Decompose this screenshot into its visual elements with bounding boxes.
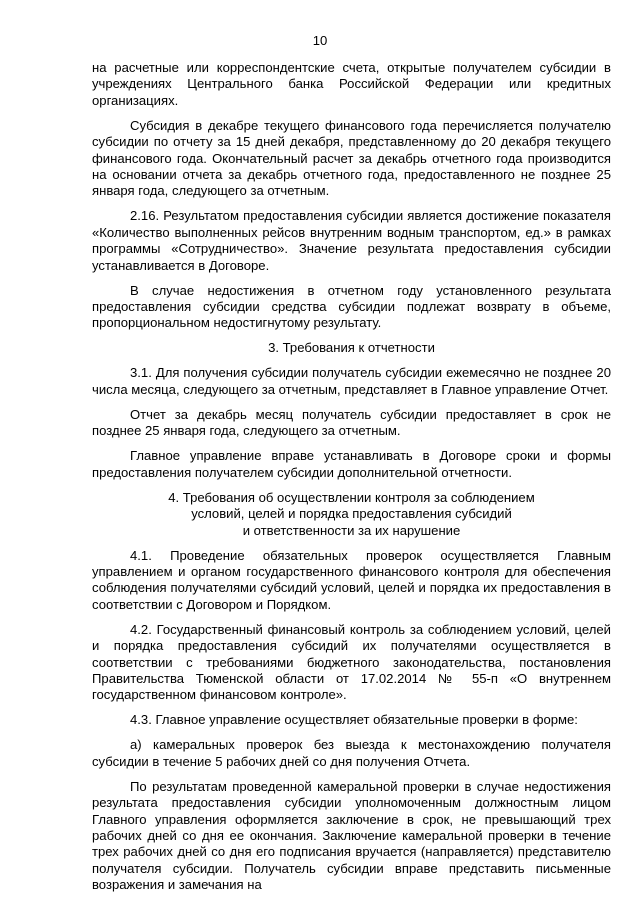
paragraph: а) камеральных проверок без выезда к местонахождению получателя субсидии в течение 5 рабочих дней со дня получения Отчета. — [92, 737, 611, 769]
section-heading: 3. Требования к отчетности — [268, 340, 435, 356]
paragraph: 4.2. Государственный финансовый контроль за соблюдением условий, целей и порядка предоставления субсидий их получателями осуществляется в соответствии с требованиями бюджетного законодательства, постановления Правительства Тюменской области от 17.02.2014 № 55-п «О внутреннем государственном финансовом контроле». — [92, 621, 611, 703]
paragraph: По результатам проведенной камеральной проверки в случае недостижения результата предоставления субсидии уполномоченным должностным лицом Главного управления оформляется заключение в срок, не превышающий трех рабочих дней со дня ее окончания. Заключение камеральной проверки в течение трех рабочих дней со дня его подписания вручается (направляется) представителю получателя субсидии. Получатель субсидии вправе представить письменные возражения и замечания на — [92, 778, 611, 893]
section-heading-line: 4. Требования об осуществлении контроля за соблюдением — [168, 489, 535, 505]
paragraph: Субсидия в декабре текущего финансового года перечисляется получателю субсидии по отчету за 15 дней декабря, представленному до 20 декабря текущего финансового года. Окончательный расчет за декабрь отчетного года производится на основании отчета за декабрь отчетного года, предоставленного не позднее 25 января года, следующего за отчетным. — [92, 117, 611, 199]
paragraph: В случае недостижения в отчетном году установленного результата предоставления субсидии средства субсидии подлежат возврату в объеме, пропорциональном недостигнутому результату. — [92, 282, 611, 331]
paragraph: Отчет за декабрь месяц получатель субсидии предоставляет в срок не позднее 25 января года, следующего за отчетным. — [92, 406, 611, 439]
section-heading — [92, 490, 611, 539]
page-number: 10 — [312, 33, 328, 48]
paragraph: 4.1. Проведение обязательных проверок осуществляется Главным управлением и органом государственного финансового контроля для обеспечения соблюдения получателями субсидий условий, целей и порядка их предоставления в соответствии с Договором и Порядком. — [92, 547, 611, 612]
paragraph: 2.16. Результатом предоставления субсидии является достижение показателя «Количество выполненных рейсов внутренним водным транспортом, ед.» в рамках программы «Сотрудничество». Значение результата предоставления субсидии устанавливается в Договоре. — [92, 208, 611, 273]
paragraph: на расчетные или корреспондентские счета, открытые получателем субсидии в учреждениях Центрального банка Российской Федерации или кредитных организациях. — [92, 60, 611, 108]
document-body — [92, 60, 611, 902]
paragraph: Главное управление вправе устанавливать в Договоре сроки и формы предоставления получателем субсидии дополнительной отчетности. — [92, 448, 611, 480]
section-heading-line: условий, целей и порядка предоставления субсидий — [191, 506, 512, 522]
section-heading-line: и ответственности за их нарушение — [242, 522, 461, 538]
paragraph: 3.1. Для получения субсидии получатель субсидии ежемесячно не позднее 20 числа месяца, следующего за отчетным, представляет в Главное управление Отчет. — [92, 365, 611, 397]
paragraph: 4.3. Главное управление осуществляет обязательные проверки в форме: — [130, 712, 578, 728]
